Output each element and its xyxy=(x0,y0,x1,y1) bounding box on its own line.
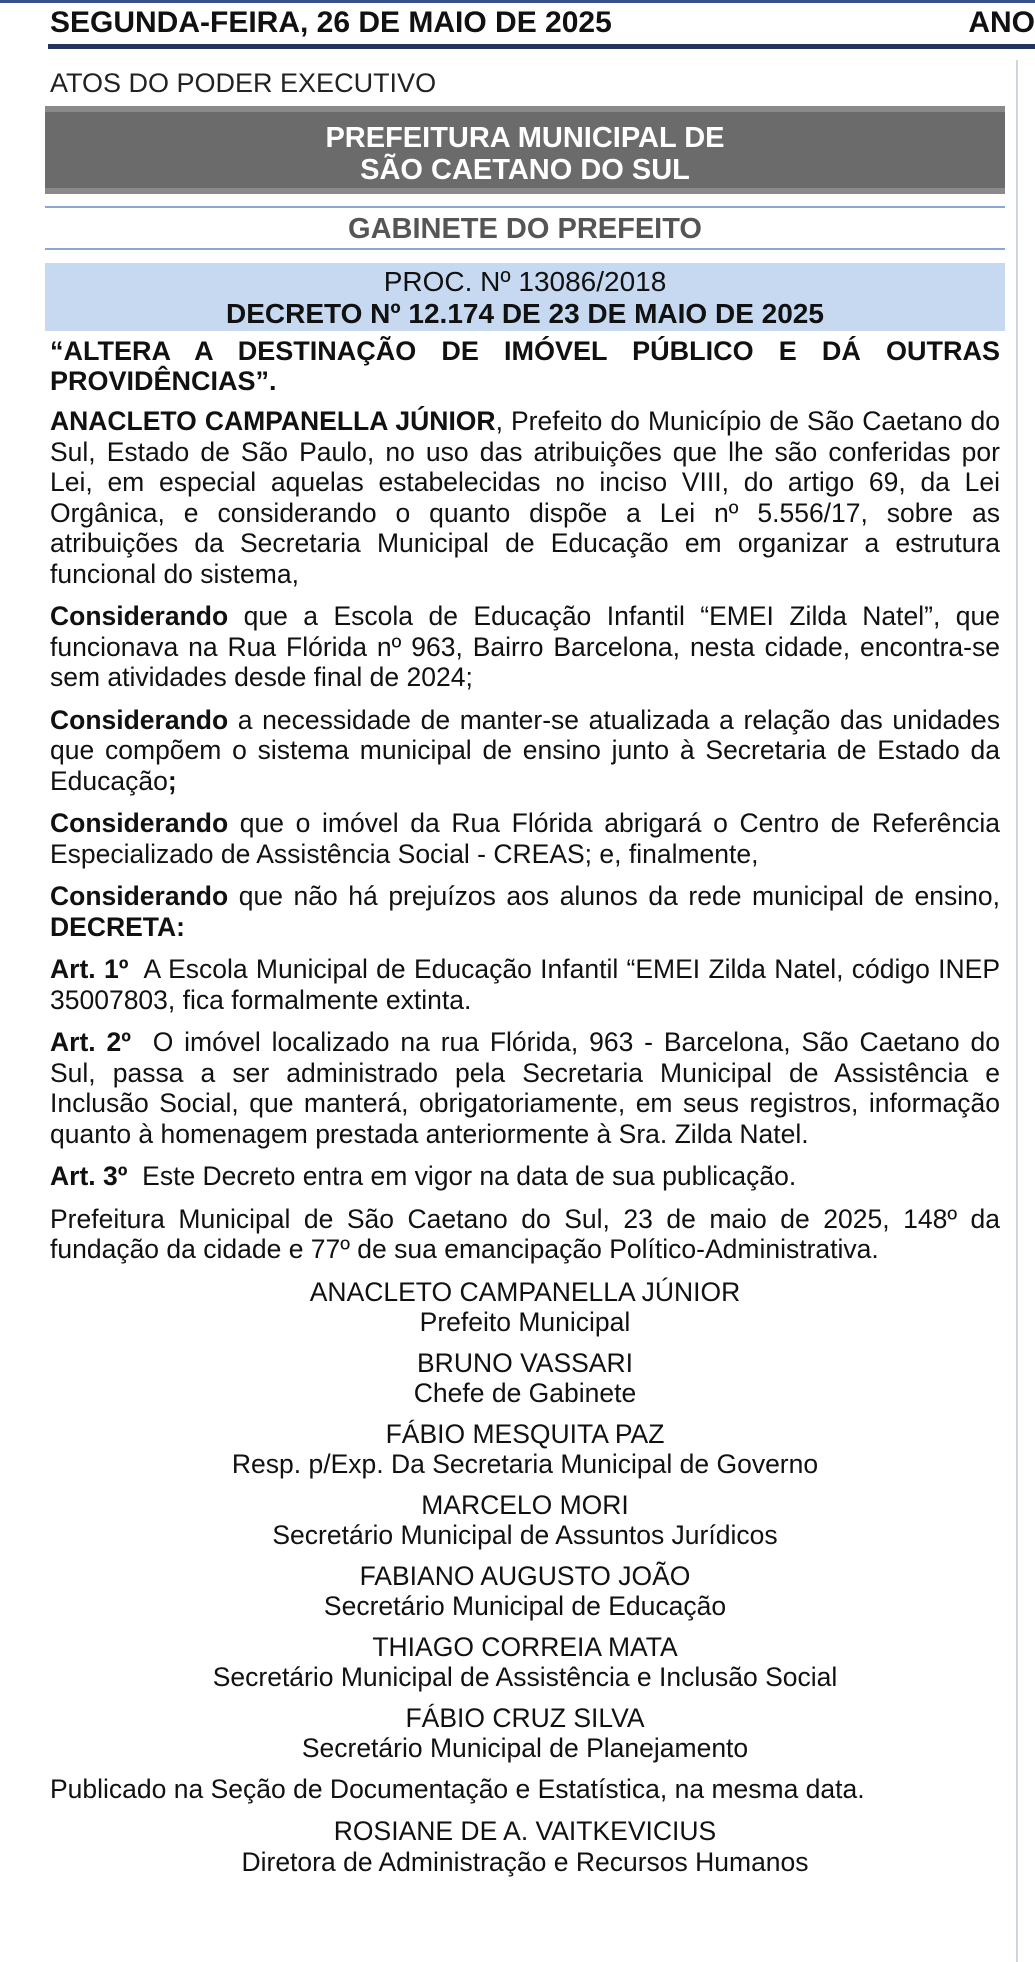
cabinet-title: GABINETE DO PREFEITO xyxy=(348,213,702,245)
signatory-name: ANACLETO CAMPANELLA JÚNIOR xyxy=(309,1276,741,1307)
signatory-name: FABIANO AUGUSTO JOÃO xyxy=(359,1560,691,1591)
prefeitura-banner xyxy=(45,106,1005,194)
signatory-name: THIAGO CORREIA MATA xyxy=(372,1631,678,1662)
signatory-role: Secretário Municipal de Educação xyxy=(323,1591,727,1621)
signatory-role: Chefe de Gabinete xyxy=(413,1378,637,1408)
cabinet-rule-bottom xyxy=(45,248,1005,250)
signatory-name: ROSIANE DE A. VAITKEVICIUS xyxy=(333,1816,717,1846)
considerando-paragraph xyxy=(50,808,1000,869)
considerando-text: a necessidade de manter-se atualizada a relação das unidades que compõem o sistema municipal de ensino junto à Secretaria de Estado da Educação xyxy=(50,704,1000,796)
signature-block xyxy=(50,1277,1000,1338)
decree-title: DECRETO Nº 12.174 DE 23 DE MAIO DE 2025 xyxy=(226,298,824,329)
final-signature-block xyxy=(50,1816,1000,1877)
article-text: O imóvel localizado na rua Flórida, 963 - Barcelona, São Caetano do Sul, passa a ser administrado pela Secretaria Municipal de Assistência e Inclusão Social, que manterá, obrigatoriamente, em seus registros, informação quanto à homenagem prestada anteriormente à Sra. Zilda Natel. xyxy=(50,1027,1001,1149)
signatory-name: MARCELO MORI xyxy=(421,1489,629,1520)
signatory-name: FÁBIO MESQUITA PAZ xyxy=(385,1418,665,1449)
closing-paragraph: Prefeitura Municipal de São Caetano do Sul, 23 de maio de 2025, 148º da fundação da cidade e 77º de sua emancipação Político-Administrativa. xyxy=(50,1203,1000,1264)
article-paragraph xyxy=(50,1027,1000,1149)
article-text: Este Decreto entra em vigor na data de sua publicação. xyxy=(142,1161,797,1191)
signatory-role: Diretora de Administração e Recursos Humanos xyxy=(241,1846,809,1877)
considerando-lead: Considerando xyxy=(50,601,229,631)
signature-block xyxy=(50,1419,1000,1480)
column-divider xyxy=(1016,60,1018,1962)
signature-block xyxy=(50,1490,1000,1551)
prefeitura-line-2: SÃO CAETANO DO SUL xyxy=(360,154,690,186)
decree-header xyxy=(45,263,1005,331)
process-number: PROC. Nº 13086/2018 xyxy=(383,266,667,297)
signatory-role: Resp. p/Exp. Da Secretaria Municipal de Governo xyxy=(231,1449,819,1479)
article-label: Art. 1º xyxy=(50,954,129,984)
signature-block xyxy=(50,1561,1000,1622)
considerando-tail: ; xyxy=(167,765,177,796)
decreta-label: DECRETA: xyxy=(50,911,185,942)
signatory-role: Secretário Municipal de Assistência e Inclusão Social xyxy=(212,1662,838,1692)
mayor-name: ANACLETO CAMPANELLA JÚNIOR xyxy=(50,406,496,436)
considerando-text: que não há prejuízos aos alunos da rede municipal de ensino, xyxy=(228,881,1000,911)
signature-block xyxy=(50,1703,1000,1764)
considerando-paragraph xyxy=(50,881,1000,942)
article-paragraph xyxy=(50,1161,1000,1192)
decree-ementa: “ALTERA A DESTINAÇÃO DE IMÓVEL PÚBLICO E DÁ OUTRAS PROVIDÊNCIAS”. xyxy=(50,336,1000,396)
prefeitura-line-1: PREFEITURA MUNICIPAL DE xyxy=(325,122,725,154)
signatory-role: Prefeito Municipal xyxy=(419,1307,631,1337)
article-label: Art. 2º xyxy=(50,1027,131,1057)
header-rule xyxy=(48,44,1035,49)
considerando-lead: Considerando xyxy=(50,808,229,838)
considerando-paragraph xyxy=(50,705,1000,797)
considerando-lead: Considerando xyxy=(50,704,229,735)
preamble-paragraph xyxy=(50,406,1000,589)
considerando-paragraph xyxy=(50,601,1000,693)
preamble-text: , Prefeito do Município de São Caetano do Sul, Estado de São Paulo, no uso das atribuições que lhe são conferidas por Lei, em especial aquelas estabelecidas no inciso VIII, do artigo 69, da Lei Orgânica, e considerando o quanto dispõe a Lei nº 5.556/17, sobre as atribuições da Secretaria Municipal de Educação em organizar a estrutura funcional do sistema, xyxy=(50,406,1000,589)
page-header xyxy=(50,6,1035,44)
article-label: Art. 3º xyxy=(50,1161,128,1191)
decree-body xyxy=(50,336,1000,1887)
signatory-role: Secretário Municipal de Planejamento xyxy=(301,1733,749,1763)
cabinet-rule-top xyxy=(45,206,1005,208)
signatory-name: FÁBIO CRUZ SILVA xyxy=(405,1702,645,1733)
considerando-text: que o imóvel da Rua Flórida abrigará o Centro de Referência Especializado de Assistência Social - CREAS; e, finalmente, xyxy=(50,808,1000,869)
signatory-name: BRUNO VASSARI xyxy=(417,1347,633,1378)
top-accent-line xyxy=(0,0,1035,3)
article-text: A Escola Municipal de Educação Infantil “EMEI Zilda Natel, código INEP 35007803, fica formalmente extinta. xyxy=(50,954,1001,1015)
considerando-lead: Considerando xyxy=(50,881,229,911)
signature-block xyxy=(50,1348,1000,1409)
considerando-text: que a Escola de Educação Infantil “EMEI Zilda Natel”, que funcionava na Rua Flórida nº 963, Bairro Barcelona, nesta cidade, encontra-se sem atividades desde final de 2024; xyxy=(50,601,1000,692)
header-year-label: ANO xyxy=(968,6,1035,39)
section-label: ATOS DO PODER EXECUTIVO xyxy=(50,68,437,98)
article-paragraph xyxy=(50,954,1000,1015)
signature-block xyxy=(50,1632,1000,1693)
header-date: SEGUNDA-FEIRA, 26 DE MAIO DE 2025 xyxy=(50,6,612,39)
signatory-role: Secretário Municipal de Assuntos Jurídicos xyxy=(272,1520,778,1550)
publication-note: Publicado na Seção de Documentação e Estatística, na mesma data. xyxy=(50,1773,865,1804)
